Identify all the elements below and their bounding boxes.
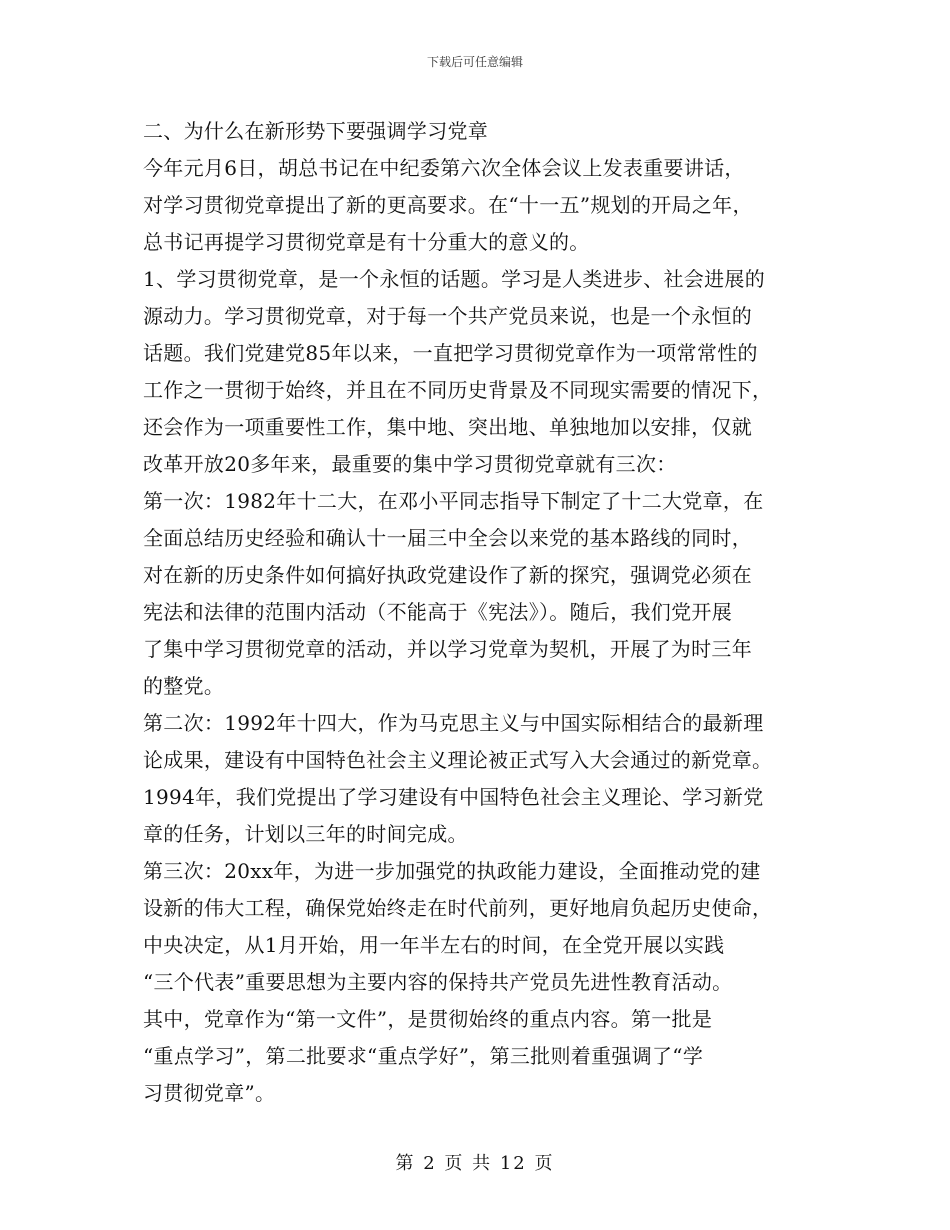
text-line: 第一次：1982年十二大，在邓小平同志指导下制定了十二大党章，在 xyxy=(143,489,764,513)
text-line: 还会作为一项重要性工作，集中地、突出地、单独地加以安排，仅就 xyxy=(143,415,752,439)
text-line: 设新的伟大工程，确保党始终走在时代前列，更好地肩负起历史使命， xyxy=(143,896,773,920)
text-line: 话题。我们党建党85年以来，一直把学习贯彻党章作为一项常常性的 xyxy=(143,341,758,365)
text-line: 今年元月6日，胡总书记在中纪委第六次全体会议上发表重要讲话， xyxy=(143,156,745,180)
text-line: 中央决定，从1月开始，用一年半左右的时间，在全党开展以实践 xyxy=(143,933,725,957)
text-line: 论成果，建设有中国特色社会主义理论被正式写入大会通过的新党章。 xyxy=(143,748,773,772)
text-line: 章的任务，计划以三年的时间完成。 xyxy=(143,822,468,846)
section-heading: 二、为什么在新形势下要强调学习党章 xyxy=(143,119,489,143)
text-line: 了集中学习贯彻党章的活动，并以学习党章为契机，开展了为时三年 xyxy=(143,637,752,661)
text-line: 全面总结历史经验和确认十一届三中全会以来党的基本路线的同时， xyxy=(143,526,752,550)
text-line: 习贯彻党章”。 xyxy=(143,1081,276,1105)
text-line: 改革开放20多年来，最重要的集中学习贯彻党章就有三次： xyxy=(143,452,677,476)
text-line: 总书记再提学习贯彻党章是有十分重大的意义的。 xyxy=(143,230,590,254)
text-line: 工作之一贯彻于始终，并且在不同历史背景及不同现实需要的情况下， xyxy=(143,378,773,402)
page-header: 下载后可任意编辑 xyxy=(426,55,523,69)
document-body xyxy=(143,113,808,1112)
text-line: “重点学习”，第二批要求“重点学好”，第三批则着重强调了“学 xyxy=(143,1044,704,1068)
text-line: “三个代表”重要思想为主要内容的保持共产党员先进性教育活动。 xyxy=(143,970,733,994)
text-line: 第二次：1992年十四大，作为马克思主义与中国实际相结合的最新理 xyxy=(143,711,764,735)
text-line: 对学习贯彻党章提出了新的更高要求。在“十一五”规划的开局之年， xyxy=(143,193,753,217)
text-line: 第三次：20xx年，为进一步加强党的执政能力建设，全面推动党的建 xyxy=(143,859,761,883)
text-line: 1994年，我们党提出了学习建设有中国特色社会主义理论、学习新党 xyxy=(143,785,764,809)
text-line: 源动力。学习贯彻党章，对于每一个共产党员来说，也是一个永恒的 xyxy=(143,304,752,328)
text-line: 对在新的历史条件如何搞好执政党建设作了新的探究，强调党必须在 xyxy=(143,563,752,587)
page-number-footer: 第 2 页 共 12 页 xyxy=(395,1153,555,1174)
text-line: 1、学习贯彻党章，是一个永恒的话题。学习是人类进步、社会进展的 xyxy=(143,267,766,291)
text-line: 的整党。 xyxy=(143,674,225,698)
text-line: 其中，党章作为“第一文件”，是贯彻始终的重点内容。第一批是 xyxy=(143,1007,713,1031)
text-line: 宪法和法律的范围内活动（不能高于《宪法》）。随后，我们党开展 xyxy=(143,600,732,624)
